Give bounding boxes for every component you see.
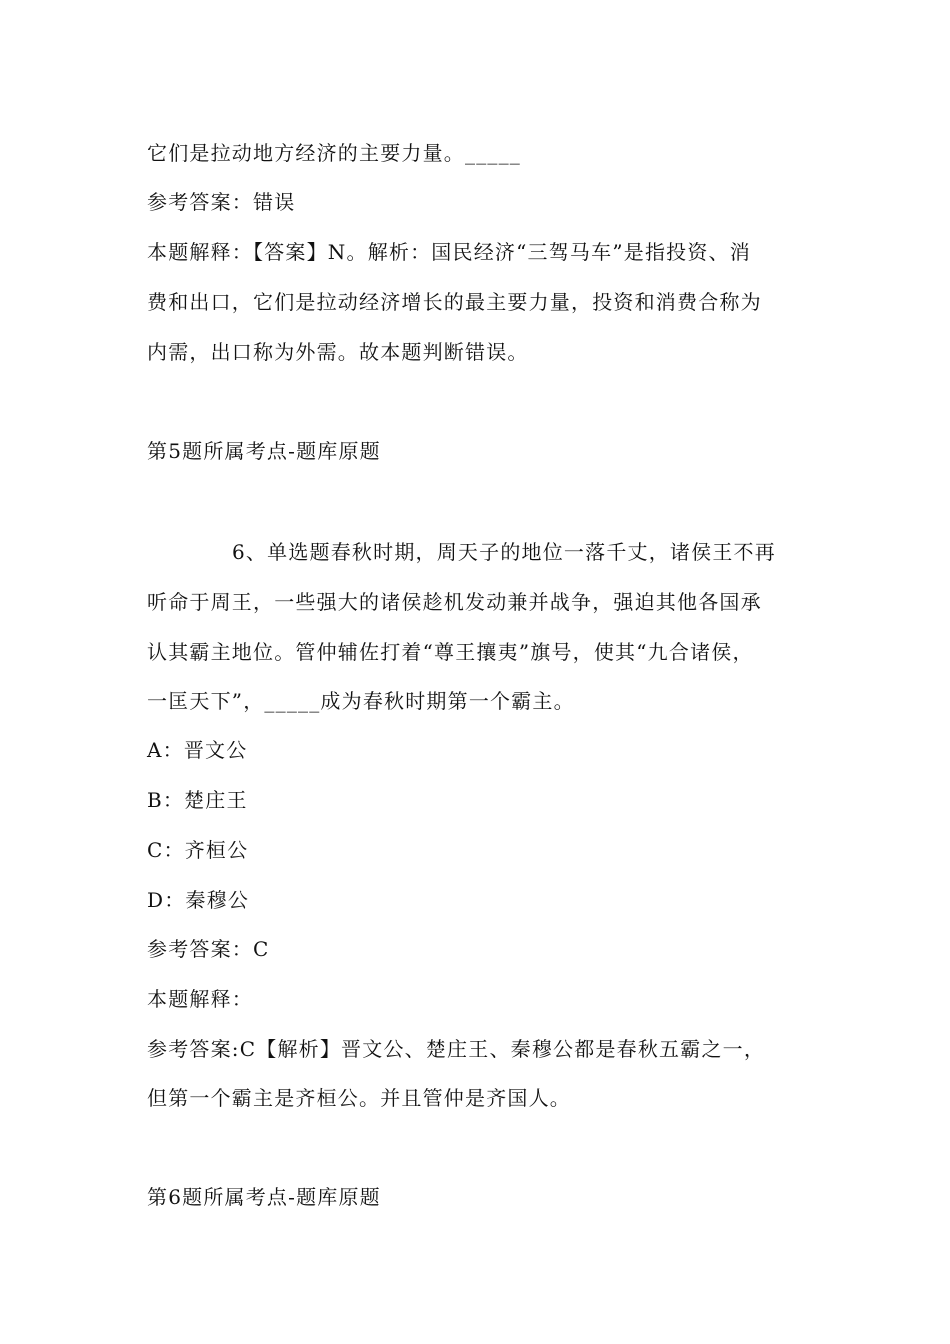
q6-option-d: D：秦穆公	[147, 888, 250, 912]
q6-answer: 参考答案：C	[147, 937, 270, 961]
q6-option-a: A：晋文公	[147, 738, 248, 762]
q6-question-line-3: 认其霸主地位。管仲辅佐打着“尊王攘夷”旗号，使其“九合诸侯，	[147, 640, 754, 664]
q6-explanation-line-1: 参考答案:C【解析】晋文公、楚庄王、秦穆公都是春秋五霸之一，	[147, 1037, 766, 1061]
q6-question-line-4: 一匡天下”，_____成为春秋时期第一个霸主。	[147, 689, 575, 713]
q6-option-b: B：楚庄王	[147, 788, 248, 812]
q5-explanation-line-1: 本题解释：【答案】N。解析：国民经济“三驾马车”是指投资、消	[147, 240, 751, 264]
q5-question-tail: 它们是拉动地方经济的主要力量。_____	[147, 141, 521, 165]
q5-answer: 参考答案：错误	[147, 190, 296, 214]
q5-explanation-line-3: 内需，出口称为外需。故本题判断错误。	[147, 340, 529, 364]
q5-explanation-line-2: 费和出口，它们是拉动经济增长的最主要力量，投资和消费合称为	[147, 290, 762, 314]
q6-topic: 第6题所属考点-题库原题	[147, 1185, 381, 1209]
q6-question-line-1: 6、单选题春秋时期，周天子的地位一落千丈，诸侯王不再	[232, 540, 776, 564]
q6-explanation-label: 本题解释：	[147, 987, 253, 1011]
q5-topic: 第5题所属考点-题库原题	[147, 439, 381, 463]
q6-explanation-line-2: 但第一个霸主是齐桓公。并且管仲是齐国人。	[147, 1086, 571, 1110]
q6-question-line-2: 听命于周王，一些强大的诸侯趁机发动兼并战争，强迫其他各国承	[147, 590, 762, 614]
q6-option-c: C：齐桓公	[147, 838, 249, 862]
